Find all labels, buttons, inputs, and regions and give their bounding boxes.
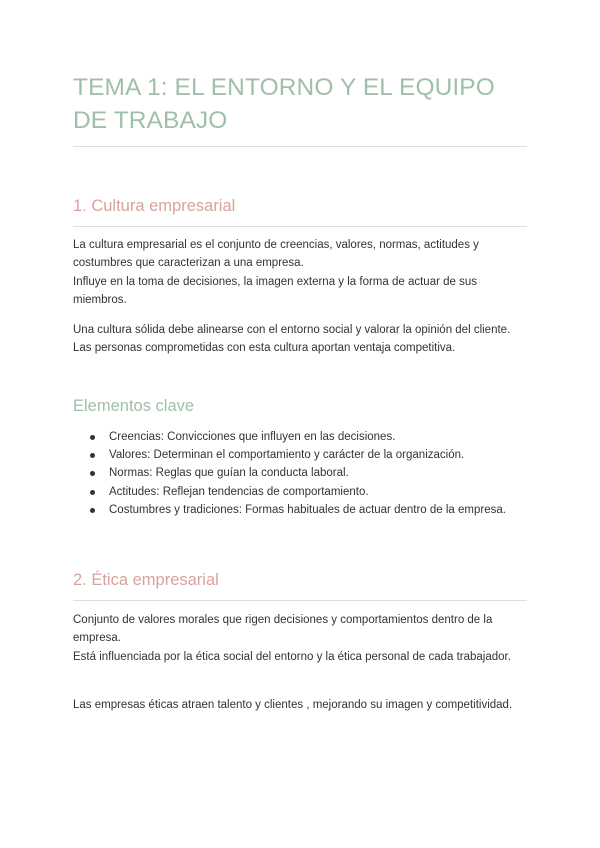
list-item: [73, 501, 543, 519]
section-heading-cultura: 1. Cultura empresarial: [73, 197, 236, 215]
paragraph-line: Las personas comprometidas con esta cultura aportan ventaja competitiva.: [73, 342, 456, 355]
list-item: [73, 446, 543, 464]
document-title: TEMA 1: EL ENTORNO Y EL EQUIPO DE TRABAJO: [73, 74, 495, 134]
paragraph-cultura-2: [73, 321, 527, 358]
bullet-icon: [90, 471, 95, 476]
list-item: [73, 428, 543, 446]
list-item: [73, 483, 543, 501]
bullet-icon: [90, 435, 95, 440]
paragraph-line: Las empresas éticas atraen talento y clientes , mejorando su imagen y competitividad.: [73, 699, 513, 711]
paragraph-line: Conjunto de valores morales que rigen decisiones y comportamientos dentro de la empresa.: [73, 614, 493, 645]
section-divider-cultura: [73, 226, 527, 227]
paragraph-line: Influye en la toma de decisiones, la imagen externa y la forma de actuar de sus miembros.: [73, 275, 478, 306]
list-item: [73, 464, 543, 482]
paragraph-cultura-1: [73, 236, 527, 309]
bullet-icon: [90, 490, 95, 495]
paragraph-etica-2: [73, 696, 527, 714]
list-item-text: Actitudes: Reflejan tendencias de comportamiento.: [109, 485, 369, 498]
list-item-text: Valores: Determinan el comportamiento y carácter de la organización.: [109, 449, 465, 462]
paragraph-line: Está influenciada por la ética social del entorno y la ética personal de cada trabajador.: [73, 650, 511, 663]
paragraph-line: La cultura empresarial es el conjunto de creencias, valores, normas, actitudes y costumbres que caracterizan a una empresa.: [73, 239, 479, 270]
section-divider-etica: [73, 600, 527, 601]
subheading-elementos-clave: Elementos clave: [73, 397, 195, 415]
title-divider: [73, 146, 527, 147]
list-item-text: Costumbres y tradiciones: Formas habituales de actuar dentro de la empresa.: [109, 503, 506, 516]
bullet-icon: [90, 453, 95, 458]
paragraph-etica-1: [73, 611, 527, 666]
bullet-icon: [90, 508, 95, 513]
list-item-text: Creencias: Convicciones que influyen en las decisiones.: [109, 431, 396, 443]
paragraph-line: Una cultura sólida debe alinearse con el entorno social y valorar la opinión del cliente.: [73, 324, 511, 336]
list-item-text: Normas: Reglas que guían la conducta laboral.: [109, 467, 349, 480]
bullet-list-elementos: [73, 428, 543, 519]
section-heading-etica: 2. Ética empresarial: [73, 571, 219, 589]
